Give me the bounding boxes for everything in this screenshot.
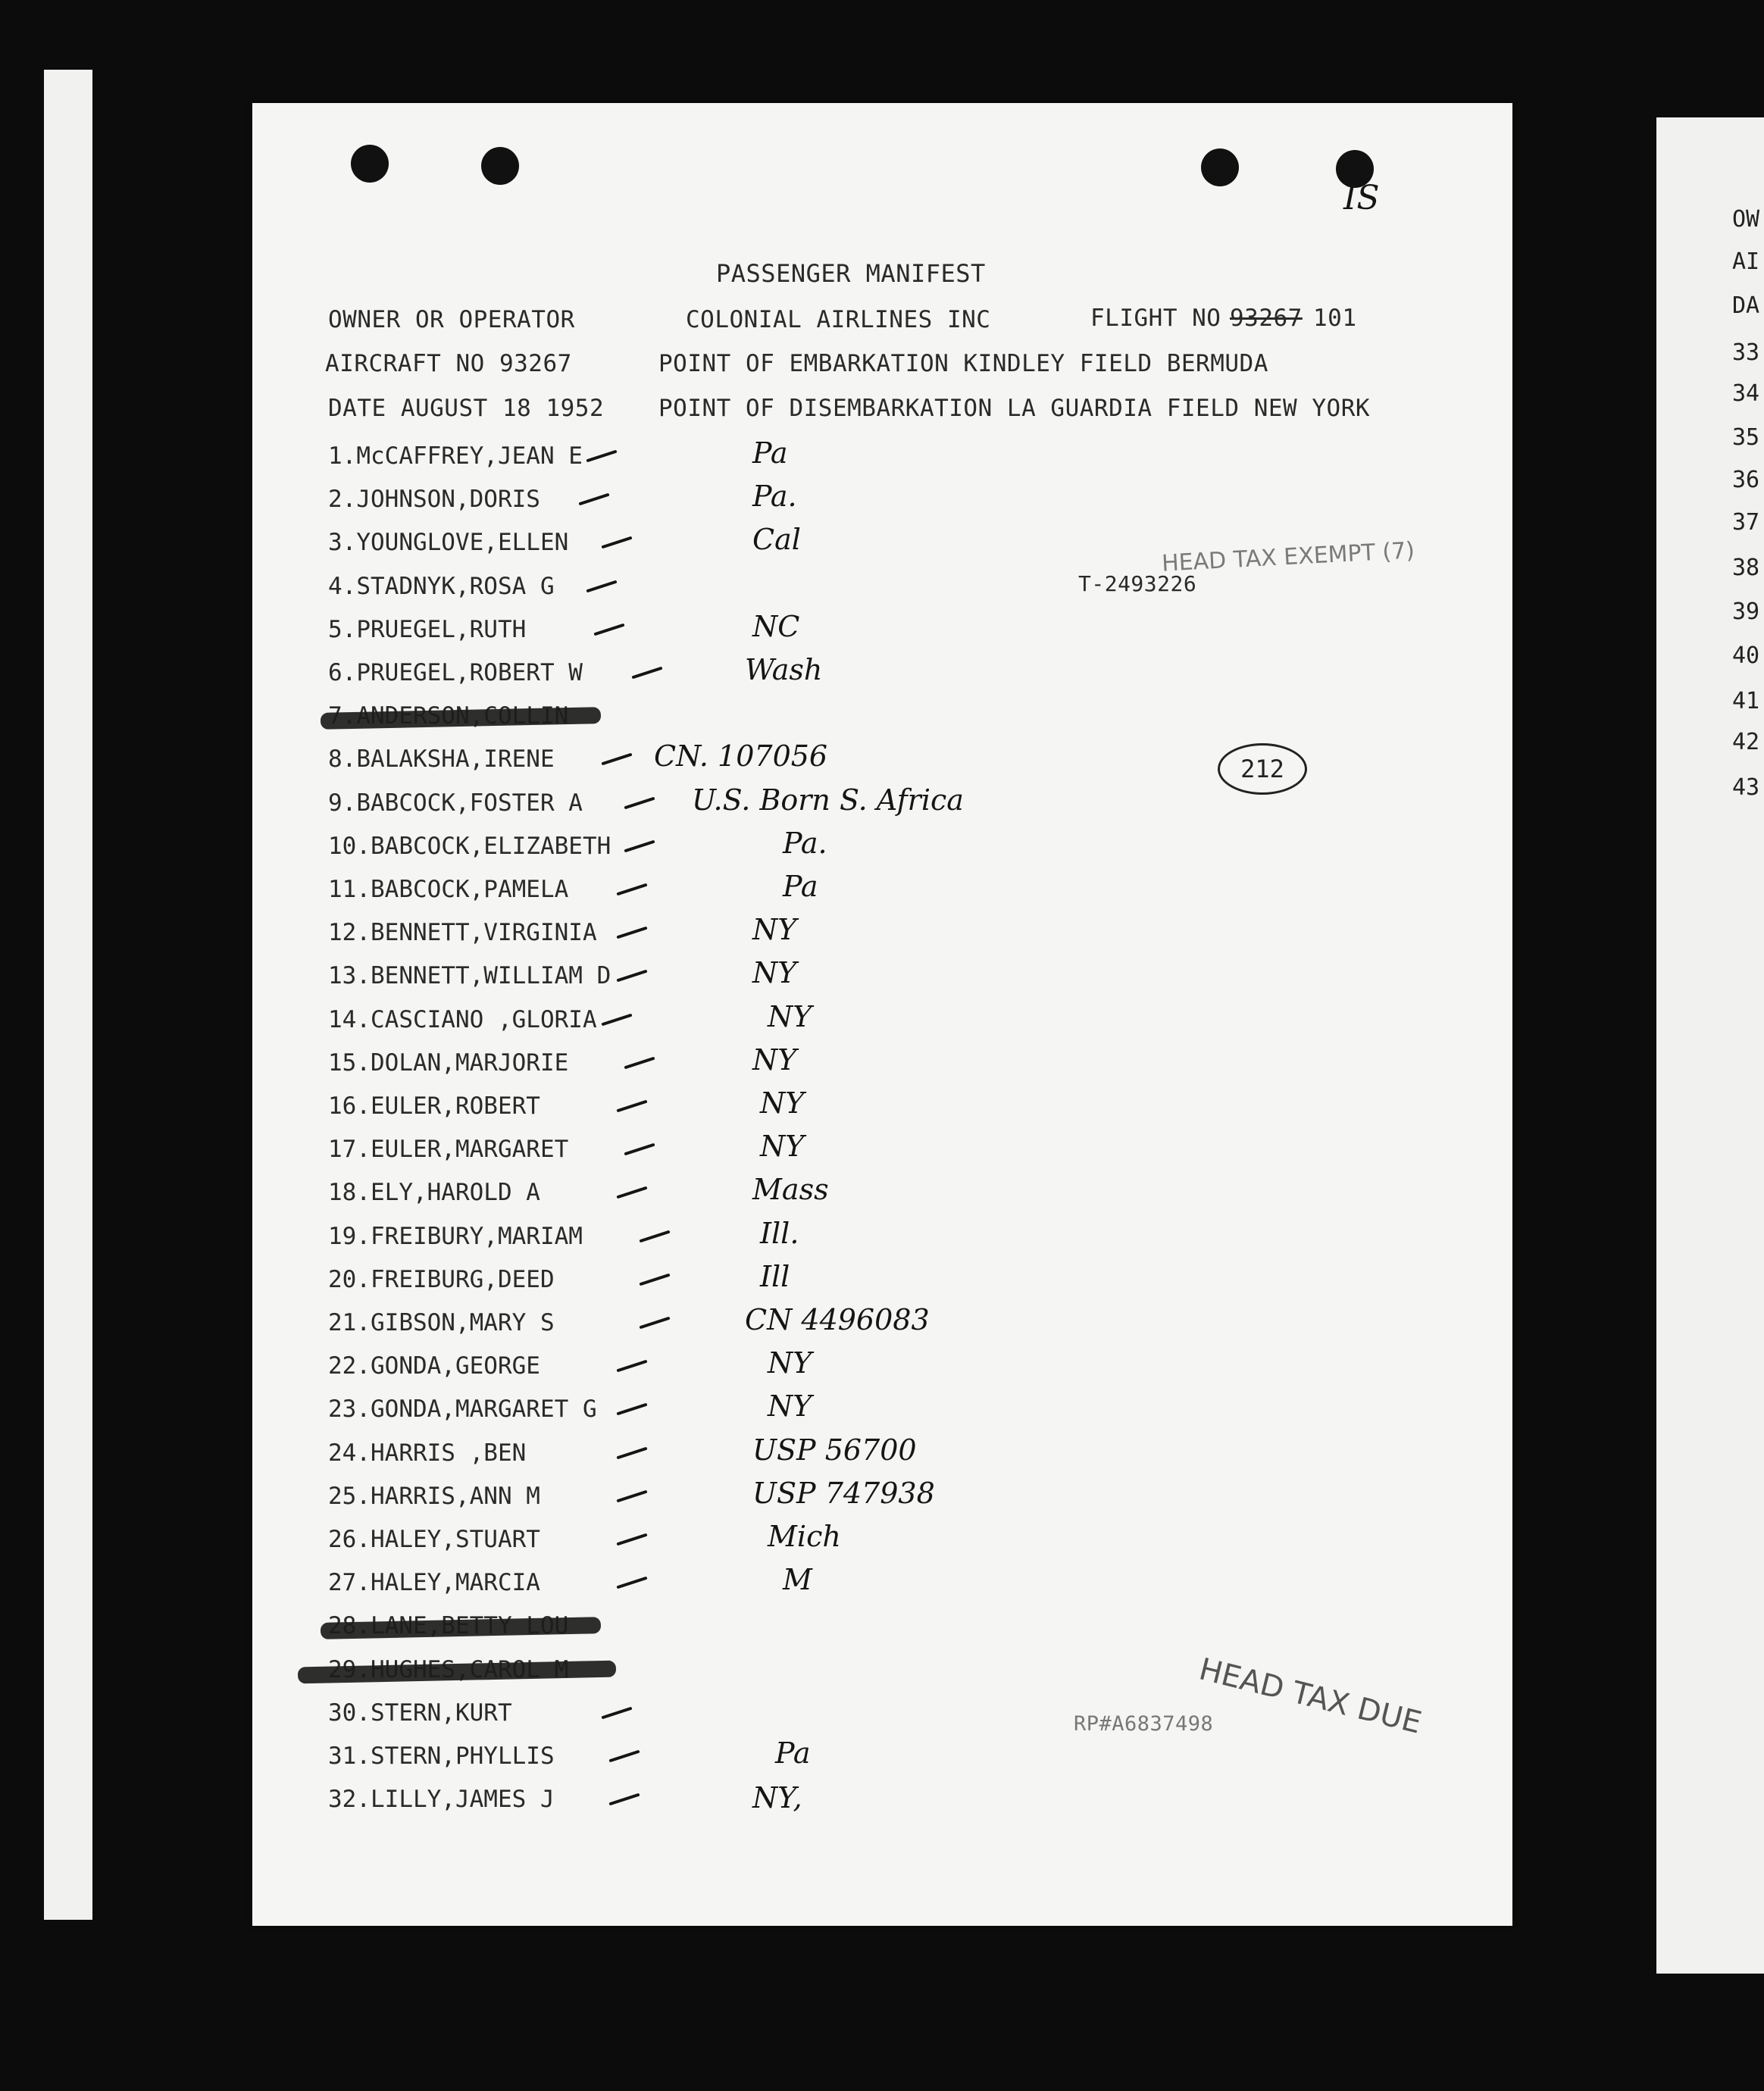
handwritten-note: Pa.	[783, 827, 827, 860]
right-page-text-fragment: 41	[1732, 688, 1760, 714]
flight-struck-number: 93267	[1230, 305, 1303, 332]
right-page-text-fragment: 36	[1732, 467, 1760, 493]
punch-hole	[351, 145, 389, 183]
embarkation-point: POINT OF EMBARKATION KINDLEY FIELD BERMUDA	[658, 350, 1268, 377]
right-page-text-fragment: 42	[1732, 729, 1760, 755]
passenger-entry: 17.EULER,MARGARET	[328, 1136, 569, 1163]
check-mark-icon	[616, 1577, 647, 1589]
rp-number-stamp: RP#A6837498	[1074, 1712, 1214, 1736]
check-mark-icon	[586, 450, 617, 463]
right-page-text-fragment: 43	[1732, 774, 1760, 801]
check-mark-icon	[639, 1230, 670, 1243]
page-title: PASSENGER MANIFEST	[716, 259, 986, 288]
passenger-entry: 8.BALAKSHA,IRENE	[328, 745, 555, 773]
handwritten-note: Pa	[783, 870, 818, 903]
check-mark-icon	[639, 1274, 670, 1286]
handwritten-note: Wash	[745, 653, 823, 686]
handwritten-note: NC	[752, 610, 800, 643]
manifest-sheet	[252, 103, 1512, 1926]
owner-label: OWNER OR OPERATOR	[328, 306, 575, 333]
right-page-text-fragment: 40	[1732, 642, 1760, 669]
check-mark-icon	[593, 624, 624, 636]
passenger-entry: 16.EULER,ROBERT	[328, 1092, 540, 1120]
check-mark-icon	[624, 1143, 655, 1156]
passenger-entry: 14.CASCIANO ,GLORIA	[328, 1006, 597, 1033]
passenger-entry: 1.McCAFFREY,JEAN E	[328, 442, 583, 470]
disembarkation-point: POINT OF DISEMBARKATION LA GUARDIA FIELD NEW YORK	[658, 395, 1371, 422]
handwritten-note: Cal	[752, 523, 801, 556]
passenger-entry: 21.GIBSON,MARY S	[328, 1309, 555, 1336]
handwritten-note: Mich	[768, 1520, 841, 1553]
handwritten-note: NY	[768, 1389, 812, 1423]
handwritten-note: NY	[768, 1346, 812, 1380]
flight-label: FLIGHT NO	[1090, 305, 1221, 332]
passenger-entry: 3.YOUNGLOVE,ELLEN	[328, 529, 569, 556]
right-page-text-fragment: 34	[1732, 380, 1760, 407]
passenger-entry: 10.BABCOCK,ELIZABETH	[328, 833, 611, 860]
passenger-entry: 27.HALEY,MARCIA	[328, 1569, 540, 1596]
head-tax-due-stamp: HEAD TAX DUE	[1195, 1652, 1425, 1741]
passenger-entry: 9.BABCOCK,FOSTER A	[328, 789, 583, 817]
right-page-text-fragment: 35	[1732, 424, 1760, 451]
check-mark-icon	[616, 1533, 647, 1546]
check-mark-icon	[616, 1100, 647, 1113]
owner-value: COLONIAL AIRLINES INC	[686, 306, 991, 333]
right-page-text-fragment: 33	[1732, 339, 1760, 366]
passenger-entry: 24.HARRIS ,BEN	[328, 1439, 527, 1467]
date-line: DATE AUGUST 18 1952	[328, 395, 605, 422]
passenger-entry: 22.GONDA,GEORGE	[328, 1352, 540, 1380]
passenger-entry: 12.BENNETT,VIRGINIA	[328, 919, 597, 946]
right-page-text-fragment: 38	[1732, 555, 1760, 581]
handwritten-note: Mass	[752, 1173, 829, 1206]
right-page-text-fragment: DA	[1732, 292, 1760, 319]
check-mark-icon	[586, 580, 617, 593]
flight-value: 101	[1313, 305, 1357, 332]
check-mark-icon	[639, 1317, 670, 1330]
passenger-entry: 4.STADNYK,ROSA G	[328, 573, 555, 600]
check-mark-icon	[616, 1447, 647, 1460]
handwritten-note: U.S. Born S. Africa	[692, 783, 964, 817]
passenger-entry: 6.PRUEGEL,ROBERT W	[328, 659, 583, 686]
handwritten-note: Pa	[752, 436, 788, 470]
check-mark-icon	[624, 840, 655, 853]
handwritten-note: NY,	[752, 1781, 802, 1814]
handwritten-note: Pa.	[752, 480, 797, 513]
check-mark-icon	[601, 536, 632, 549]
check-mark-icon	[616, 1403, 647, 1416]
corner-mark: IS	[1343, 179, 1380, 217]
handwritten-note: Pa	[775, 1736, 811, 1770]
check-mark-icon	[616, 1490, 647, 1503]
check-mark-icon	[616, 1360, 647, 1373]
check-mark-icon	[616, 927, 647, 939]
right-page-text-fragment: 39	[1732, 599, 1760, 625]
handwritten-note: NY	[760, 1086, 805, 1120]
handwritten-note: Ill.	[760, 1217, 799, 1250]
passenger-entry: 25.HARRIS,ANN M	[328, 1483, 540, 1510]
aircraft-number: AIRCRAFT NO 93267	[325, 350, 572, 377]
check-mark-icon	[616, 1186, 647, 1199]
passenger-entry: 11.BABCOCK,PAMELA	[328, 876, 569, 903]
passenger-entry: 18.ELY,HAROLD A	[328, 1179, 540, 1206]
handwritten-note: Ill	[760, 1260, 790, 1293]
passenger-entry: 15.DOLAN,MARJORIE	[328, 1049, 569, 1077]
handwritten-note: NY	[768, 1000, 812, 1033]
circled-page-number: 212	[1218, 743, 1307, 795]
left-page-edge	[44, 70, 92, 1920]
right-page-text-fragment: OW	[1732, 206, 1760, 233]
right-page-text-fragment: 37	[1732, 509, 1760, 536]
passenger-entry: 2.JOHNSON,DORIS	[328, 486, 540, 513]
right-page-edge	[1656, 117, 1764, 1974]
passenger-entry: 26.HALEY,STUART	[328, 1526, 540, 1553]
passenger-entry: 5.PRUEGEL,RUTH	[328, 616, 527, 643]
passenger-entry: 23.GONDA,MARGARET G	[328, 1396, 597, 1423]
check-mark-icon	[616, 970, 647, 983]
passenger-entry: 32.LILLY,JAMES J	[328, 1786, 555, 1813]
handwritten-note: USP 747938	[752, 1477, 935, 1510]
handwritten-note: USP 56700	[752, 1433, 917, 1467]
passenger-entry: 31.STERN,PHYLLIS	[328, 1742, 555, 1770]
passenger-entry: 19.FREIBURY,MARIAM	[328, 1223, 583, 1250]
handwritten-note: M	[783, 1563, 812, 1596]
passenger-entry: 13.BENNETT,WILLIAM D	[328, 962, 611, 989]
handwritten-note: CN 4496083	[745, 1303, 930, 1336]
check-mark-icon	[624, 797, 655, 810]
passenger-entry: 30.STERN,KURT	[328, 1699, 512, 1727]
check-mark-icon	[601, 1707, 632, 1720]
check-mark-icon	[578, 493, 609, 506]
punch-hole	[481, 147, 519, 185]
handwritten-note: CN. 107056	[654, 739, 828, 773]
t-number-stamp: T-2493226	[1078, 571, 1197, 596]
handwritten-note: NY	[752, 1043, 797, 1077]
check-mark-icon	[624, 1057, 655, 1070]
punch-hole	[1201, 148, 1239, 186]
check-mark-icon	[631, 667, 662, 680]
handwritten-note: NY	[752, 956, 797, 989]
check-mark-icon	[616, 883, 647, 896]
check-mark-icon	[601, 1014, 632, 1027]
check-mark-icon	[608, 1793, 640, 1806]
check-mark-icon	[601, 753, 632, 766]
head-tax-exempt-stamp: HEAD TAX EXEMPT (7)	[1161, 537, 1415, 577]
handwritten-note: NY	[752, 913, 797, 946]
handwritten-note: NY	[760, 1130, 805, 1163]
check-mark-icon	[608, 1750, 640, 1763]
right-page-text-fragment: AI	[1732, 248, 1760, 275]
passenger-entry: 20.FREIBURG,DEED	[328, 1266, 555, 1293]
